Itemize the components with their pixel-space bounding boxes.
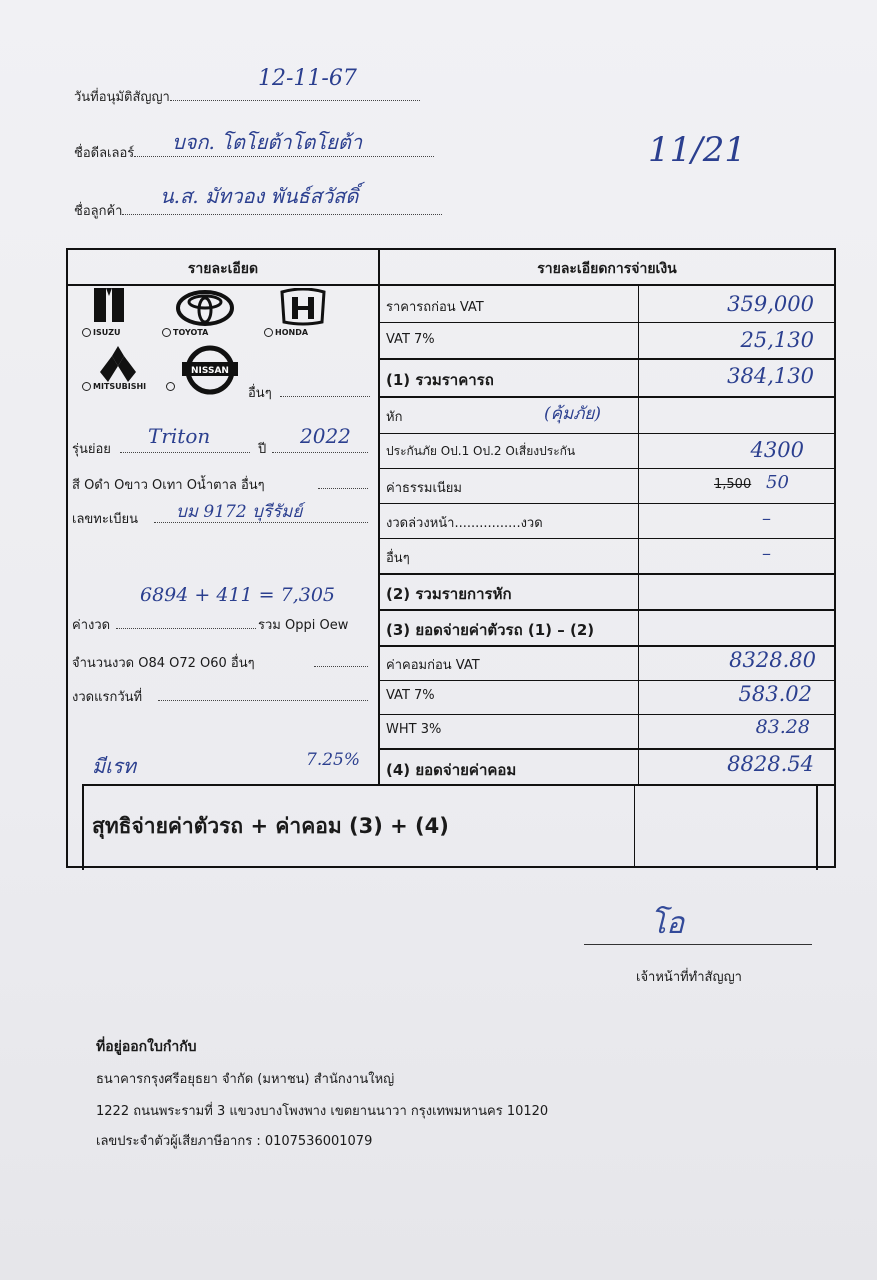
row-label-10: ค่าคอมก่อน VAT (386, 658, 480, 673)
payment-table (66, 248, 836, 868)
row-value-4: 4300 (750, 438, 804, 462)
nissan-logo-text: NISSAN (191, 366, 229, 376)
row-value-5: 50 (766, 472, 789, 493)
year-label: ปี (258, 442, 267, 457)
signature-role: เจ้าหน้าที่ทำสัญญา (636, 970, 742, 985)
footer-line-3: เลขประจำตัวผู้เสียภาษีอากร : 0107536001079 (96, 1134, 373, 1149)
right-header: รายละเอียดการจ่ายเงิน (537, 261, 677, 277)
year-value: 2022 (300, 424, 351, 448)
footer-line-1: ธนาคารกรุงศรีอยุธยา จำกัด (มหาชน) สำนักงานใหญ่ (96, 1072, 395, 1087)
row-label-2: (1) รวมราคารถ (386, 371, 494, 389)
isuzu-logo-icon (90, 288, 130, 324)
installment-suffix: รวม Oppi Oew (258, 618, 349, 633)
left-header: รายละเอียด (187, 261, 259, 277)
mitsubishi-logo-icon (96, 346, 140, 382)
nissan-logo-icon (180, 344, 240, 396)
brand-honda: HONDA (264, 328, 308, 337)
footer-line-2: 1222 ถนนพระรามที่ 3 แขวงบางโพงพาง เขตยานนาวา กรุงเทพมหานคร 10120 (96, 1104, 549, 1119)
row-label-3: หัก (386, 410, 403, 425)
row-label-9: (3) ยอดจ่ายค่าตัวรถ (1) – (2) (386, 621, 595, 639)
customer-label: ชื่อลูกค้า (74, 204, 123, 219)
signature-scribble: โอ (650, 906, 685, 941)
rate-note: มีเรท (92, 754, 136, 778)
row-value-10: 8328.80 (729, 648, 816, 672)
customer-value: น.ส. มัทวอง พันธ์สวัสดิ์ (160, 184, 359, 208)
row-label-12: WHT 3% (386, 722, 442, 737)
row-value-11: 583.02 (738, 682, 812, 706)
row-label-8: (2) รวมรายการหัก (386, 585, 512, 603)
row-value-2: 384,130 (727, 364, 814, 388)
row-label-6: งวดล่วงหน้า................งวด (386, 516, 543, 531)
brand-other-label: อื่นๆ (248, 386, 272, 401)
term-line: จำนวนงวด O84 O72 O60 อื่นๆ (72, 656, 255, 671)
row-value-1: 25,130 (740, 328, 814, 352)
row-value-3: (คุ้มภัย) (544, 404, 602, 424)
approval-date-label: วันที่อนุมัติสัญญา (74, 90, 170, 105)
brand-toyota: TOYOTA (162, 328, 208, 337)
row-label-11: VAT 7% (386, 688, 435, 703)
row-value-12: 83.28 (755, 716, 810, 738)
approval-date-value: 12-11-67 (258, 66, 357, 91)
page-mark: 11/21 (648, 130, 746, 170)
net-total-label: สุทธิจ่ายค่าตัวรถ + ค่าคอม (3) + (4) (92, 814, 449, 838)
row-label-0: ราคารถก่อน VAT (386, 300, 484, 315)
signature-line (584, 944, 812, 945)
honda-logo-icon (278, 288, 328, 326)
toyota-logo-icon (176, 290, 234, 326)
dealer-label: ชื่อดีลเลอร์ (74, 146, 135, 161)
row-value-0: 359,000 (727, 292, 814, 316)
dealer-value: บจก. โตโยต้าโตโยต้า (172, 130, 363, 154)
row-label-5: ค่าธรรมเนียม (386, 481, 462, 496)
approval-date-line (74, 86, 420, 107)
model-value: Triton (148, 424, 211, 448)
model-label: รุ่นย่อย (72, 442, 111, 457)
installment-label: ค่างวด (72, 618, 111, 633)
brand-isuzu: ISUZU (82, 328, 121, 337)
row-label-4: ประกันภัย Oป.1 Oป.2 Oเสี่ยงประกัน (386, 444, 576, 458)
color-line: สี Oดำ Oขาว Oเทา Oน้ำตาล อื่นๆ (72, 478, 265, 493)
row-value-13: 8828.54 (727, 752, 814, 776)
plate-label: เลขทะเบียน (72, 512, 139, 527)
fee-struck: 1,500 (714, 477, 752, 492)
row-label-1: VAT 7% (386, 332, 435, 347)
plate-value: บม 9172 บุรีรัมย์ (176, 502, 303, 522)
brand-mitsubishi: MITSUBISHI (82, 382, 146, 391)
row-value-6: – (762, 508, 771, 529)
row-label-7: อื่นๆ (386, 551, 410, 566)
row-value-7: – (762, 543, 771, 564)
first-due-label: งวดแรกวันที่ (72, 690, 143, 705)
row-label-13: (4) ยอดจ่ายค่าคอม (386, 761, 517, 779)
brand-nissan-radio (166, 382, 177, 391)
rate-value: 7.25% (306, 750, 361, 770)
installment-calc: 6894 + 411 = 7,305 (140, 584, 336, 606)
footer-title: ที่อยู่ออกใบกำกับ (96, 1039, 197, 1055)
